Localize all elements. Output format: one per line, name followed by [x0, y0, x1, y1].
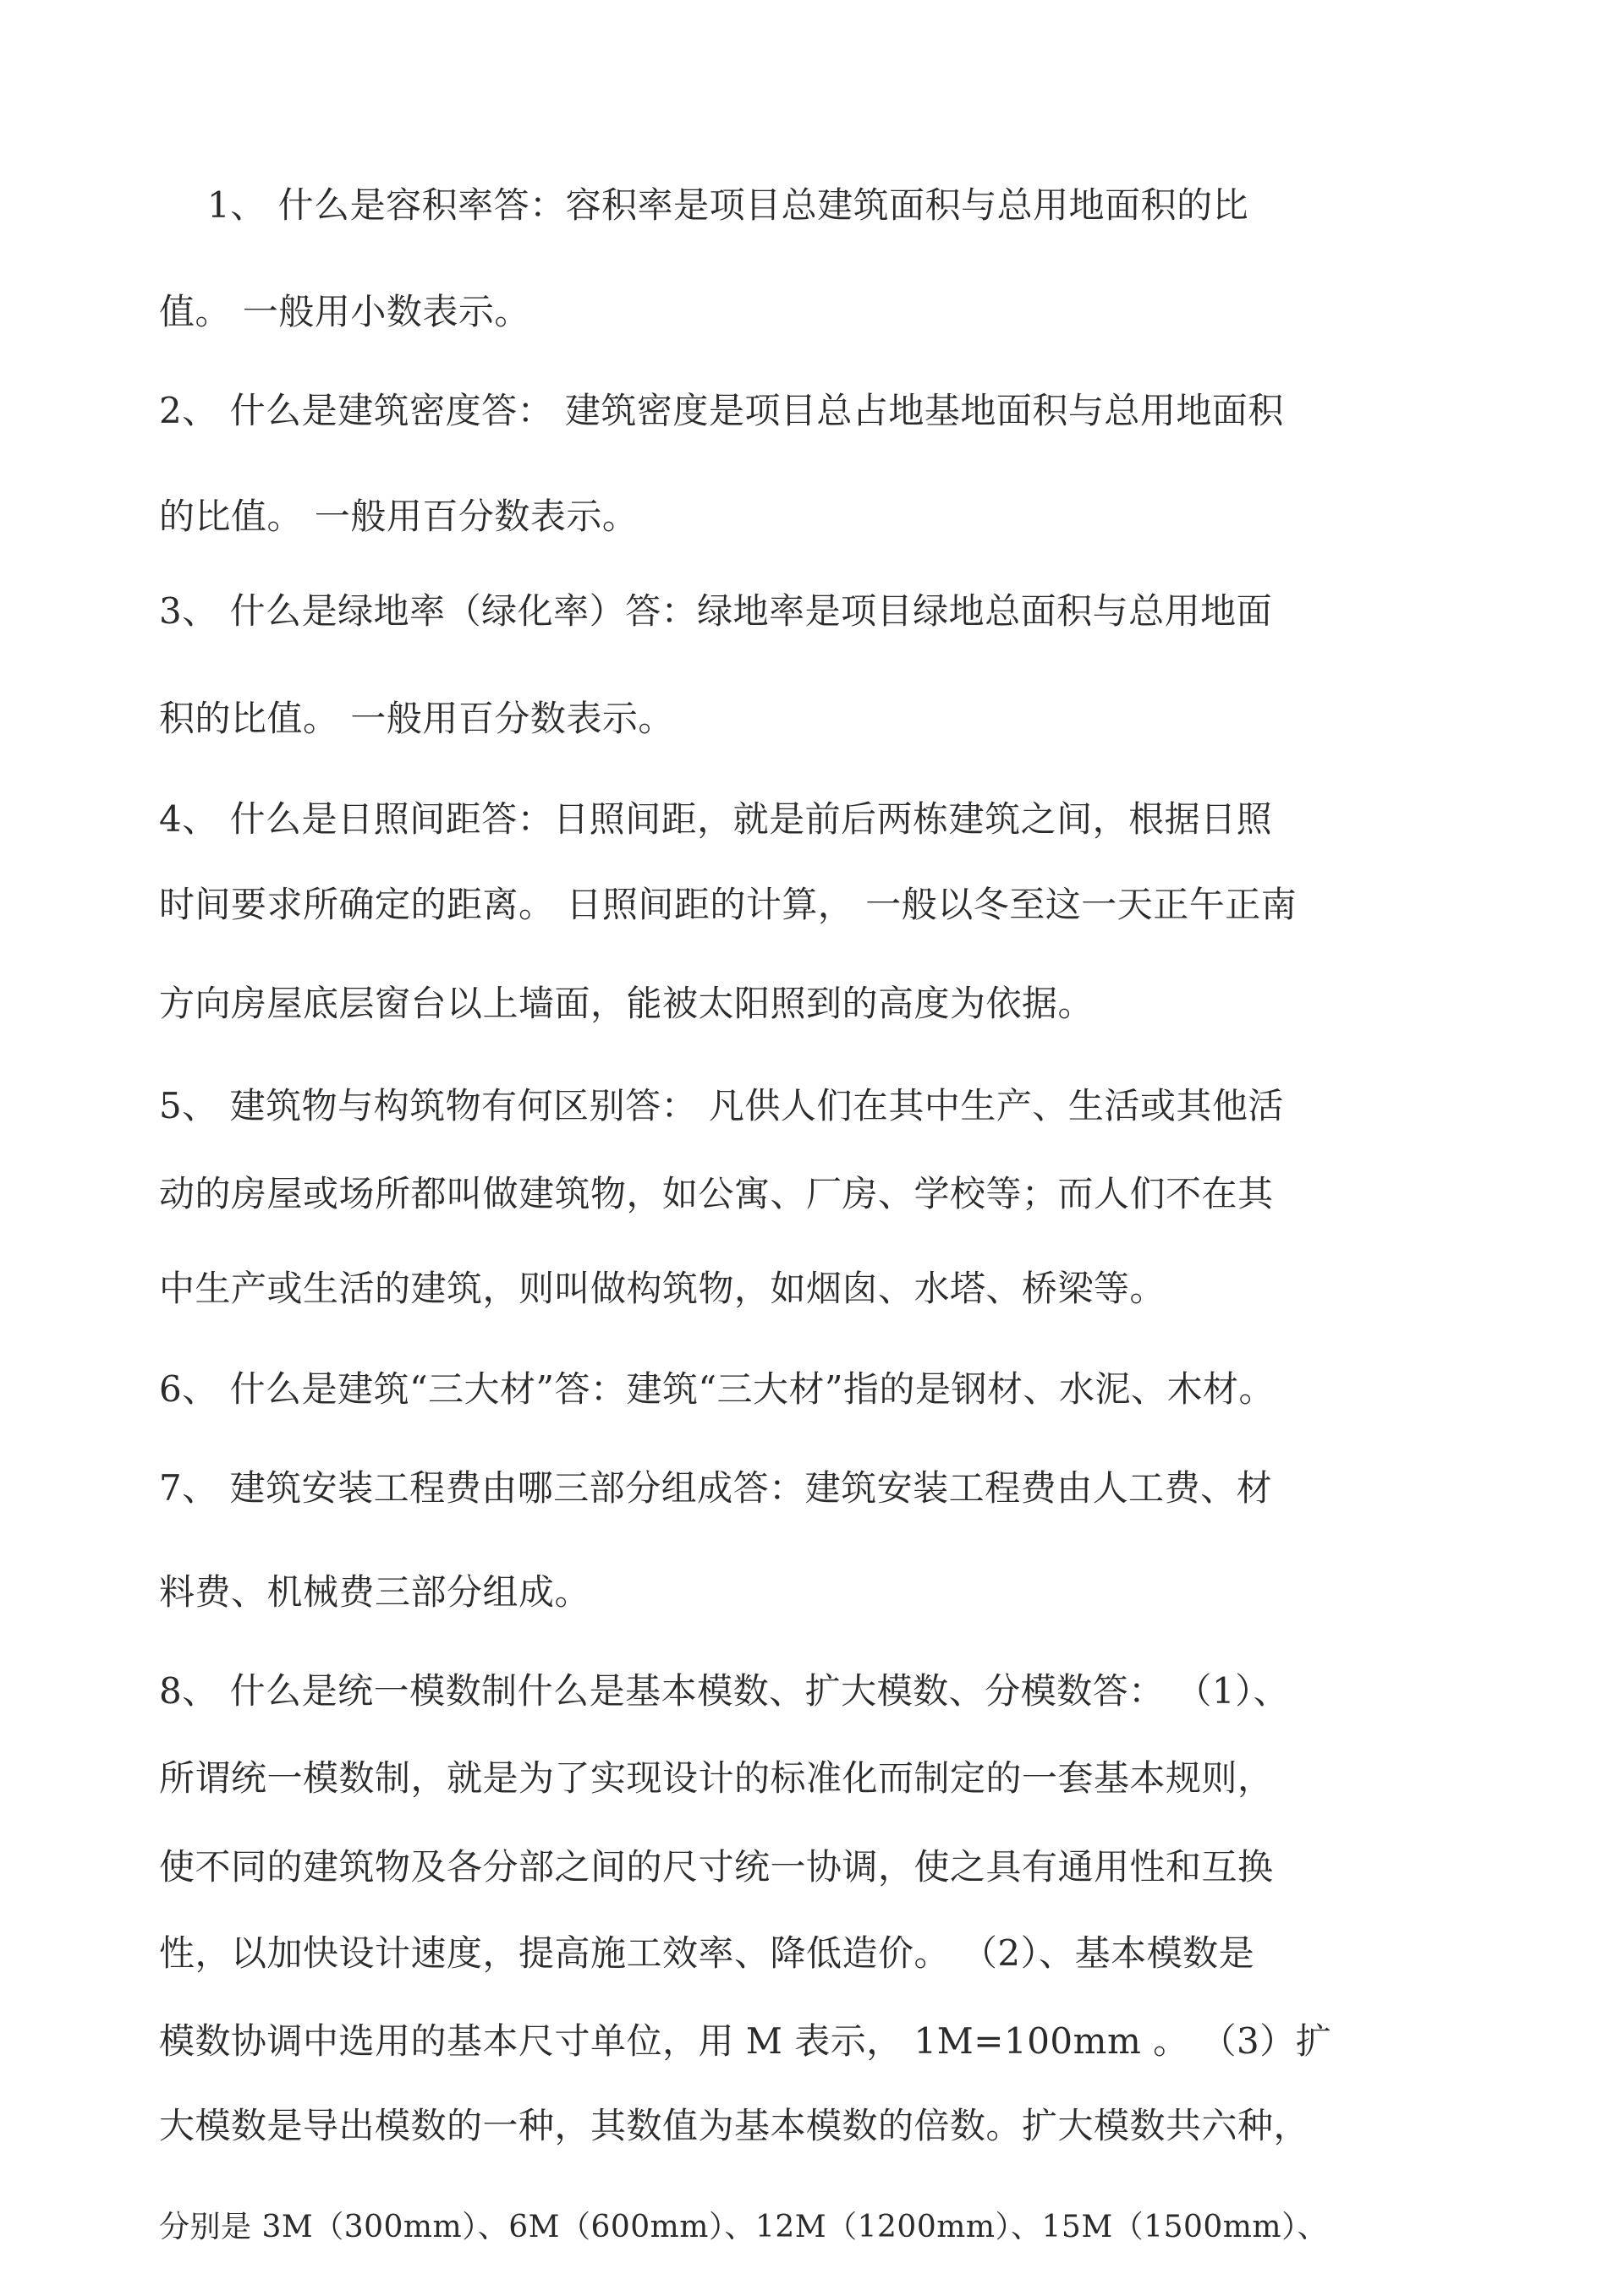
text-line-12: 中生产或生活的建筑，则叫做构筑物，如烟囱、水塔、桥梁等。 [159, 1268, 1166, 1309]
text-line-11: 动的房屋或场所都叫做建筑物，如公寓、厂房、学校等；而人们不在其 [159, 1173, 1274, 1214]
text-line-16: 8、 什么是统一模数制什么是基本模数、扩大模数、分模数答： （1）、 [159, 1670, 1290, 1712]
text-line-15: 料费、机械费三部分组成。 [159, 1571, 591, 1613]
text-line-2: 值。 一般用小数表示。 [159, 291, 530, 332]
text-line-20: 模数协调中选用的基本尺寸单位，用 M 表示， 1M=100mm 。 （3）扩 [159, 2020, 1332, 2062]
text-line-4: 的比值。 一般用百分数表示。 [159, 496, 639, 537]
text-line-18: 使不同的建筑物及各分部之间的尺寸统一协调，使之具有通用性和互换 [159, 1846, 1274, 1888]
text-line-17: 所谓统一模数制，就是为了实现设计的标准化而制定的一套基本规则， [159, 1757, 1274, 1799]
text-line-9: 方向房屋底层窗台以上墙面，能被太阳照到的高度为依据。 [159, 983, 1095, 1024]
text-line-13: 6、 什么是建筑“三大材”答：建筑“三大材”指的是钢材、水泥、木材。 [159, 1368, 1275, 1410]
text-line-5: 3、 什么是绿地率（绿化率）答：绿地率是项目绿地总面积与总用地面 [159, 590, 1273, 632]
text-line-14: 7、 建筑安装工程费由哪三部分组成答：建筑安装工程费由人工费、材 [159, 1467, 1273, 1509]
text-line-19: 性，以加快设计速度，提高施工效率、降低造价。 （2）、基本模数是 [159, 1932, 1255, 1974]
text-line-3: 2、 什么是建筑密度答： 建筑密度是项目总占地基地面积与总用地面积 [159, 390, 1284, 431]
text-line-7: 4、 什么是日照间距答：日照间距，就是前后两栋建筑之间，根据日照 [159, 798, 1273, 840]
text-line-10: 5、 建筑物与构筑物有何区别答： 凡供人们在其中生产、生活或其他活 [159, 1085, 1284, 1126]
text-line-6: 积的比值。 一般用百分数表示。 [159, 698, 674, 739]
text-line-8: 时间要求所确定的距离。 日照间距的计算， 一般以冬至这一天正午正南 [159, 884, 1298, 925]
text-line-21: 大模数是导出模数的一种，其数值为基本模数的倍数。扩大模数共六种， [159, 2105, 1310, 2146]
text-line-1: 1、 什么是容积率答：容积率是项目总建筑面积与总用地面积的比 [207, 184, 1249, 226]
text-line-22: 分别是 3M（300mm）、6M（600mm）、12M（1200mm）、15M（1500mm）、 [159, 2210, 1329, 2244]
